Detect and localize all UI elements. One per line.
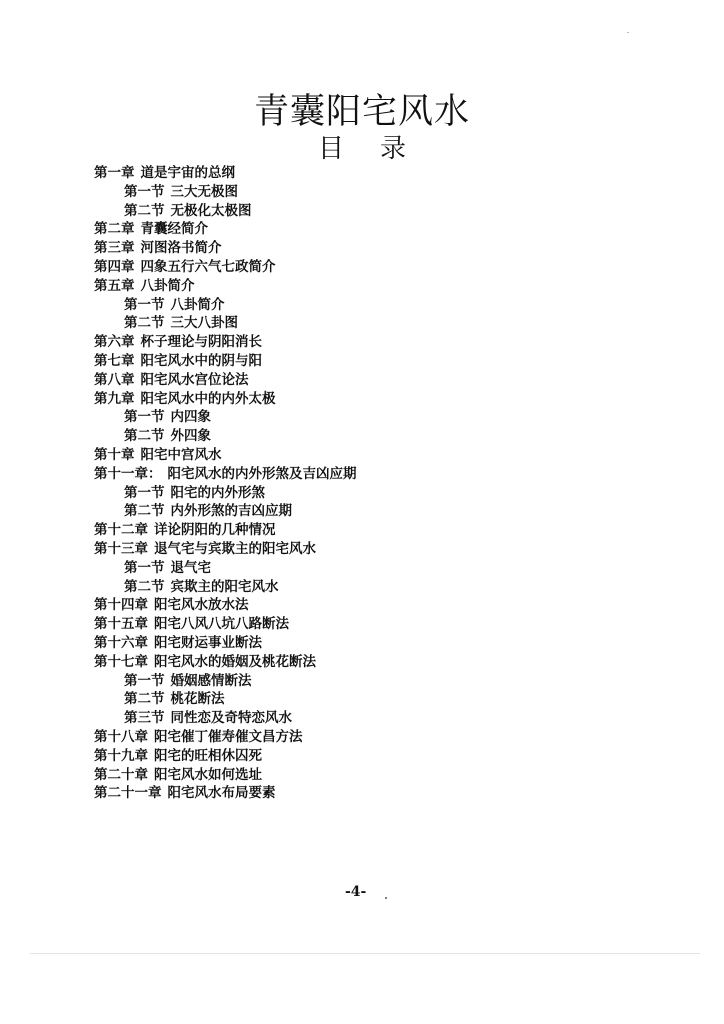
toc-entry-title: 阳宅风水的婚姻及桃花断法 <box>154 653 316 670</box>
toc-entry-title: 同性恋及奇特恋风水 <box>170 710 292 727</box>
toc-entry-number: 第二节 <box>124 691 165 708</box>
toc-entry-title: 退气宅与宾欺主的阳宅风水 <box>154 541 316 557</box>
toc-section-entry <box>124 709 292 727</box>
toc-chapter-entry <box>94 390 276 408</box>
toc-entry-number: 第十章 <box>94 447 135 463</box>
scan-speck <box>627 32 629 33</box>
toc-entry-title: 阳宅风水布局要素 <box>167 785 276 802</box>
toc-chapter-entry <box>94 521 276 539</box>
toc-chapter-entry <box>94 747 262 765</box>
toc-entry-number: 第四章 <box>94 259 135 275</box>
toc-entry-number: 第二章 <box>94 221 135 238</box>
toc-entry-number: 第一节 <box>124 183 165 200</box>
toc-chapter-entry <box>94 784 276 802</box>
toc-entry-number: 第五章 <box>94 277 135 294</box>
toc-entry-title: 阳宅八风八坑八路断法 <box>154 616 289 633</box>
toc-entry-title: 阳宅风水放水法 <box>154 597 249 614</box>
toc-entry-number: 第十五章 <box>94 616 148 633</box>
toc-entry-title: 四象五行六气七政简介 <box>140 259 276 275</box>
toc-chapter-entry <box>94 239 222 257</box>
toc-entry-number: 第九章 <box>94 390 135 407</box>
toc-entry-title: 阳宅风水中的内外太极 <box>140 390 276 407</box>
toc-chapter-entry <box>94 371 249 389</box>
toc-entry-title: 退气宅 <box>170 559 211 576</box>
toc-entry-number: 第六章 <box>94 334 135 351</box>
toc-entry-number: 第二十一章 <box>94 785 162 802</box>
toc-entry-number: 第七章 <box>94 353 135 369</box>
toc-entry-number: 第十九章 <box>94 747 148 764</box>
toc-entry-title: 三大无极图 <box>170 183 238 200</box>
toc-entry-number: 第一章 <box>94 165 135 181</box>
toc-entry-title: 内外形煞的吉凶应期 <box>170 503 292 520</box>
toc-chapter-entry <box>94 540 316 558</box>
toc-section-entry <box>124 672 252 690</box>
toc-entry-title: 桃花断法 <box>170 691 225 708</box>
toc-chapter-entry <box>94 220 208 238</box>
toc-entry-title: 八卦简介 <box>170 296 225 313</box>
toc-entry-title: 无极化太极图 <box>170 202 252 219</box>
toc-section-entry <box>124 690 225 708</box>
toc-chapter-entry <box>94 446 222 464</box>
toc-chapter-entry <box>94 653 316 671</box>
toc-entry-title: 阳宅风水宫位论法 <box>140 371 249 388</box>
toc-entry-number: 第一节 <box>124 484 165 501</box>
toc-entry-number: 第一节 <box>124 296 165 313</box>
document-title: 青囊阳宅风水 <box>253 92 470 132</box>
toc-entry-title: 杯子理论与阴阳消长 <box>140 334 262 351</box>
toc-chapter-entry <box>94 277 195 295</box>
scan-speck <box>385 897 387 899</box>
toc-entry-number: 第一节 <box>124 559 165 576</box>
toc-entry-title: 三大八卦图 <box>170 315 238 332</box>
toc-entry-title: 宾欺主的阳宅风水 <box>170 578 279 595</box>
toc-entry-title: 阳宅催丁催寿催文昌方法 <box>154 729 303 745</box>
toc-entry-title: 外四象 <box>170 428 211 445</box>
toc-chapter-entry <box>94 615 289 633</box>
toc-entry-number: 第三章 <box>94 240 135 257</box>
toc-chapter-entry <box>94 352 262 370</box>
toc-entry-title: 八卦简介 <box>140 277 195 294</box>
toc-entry-title: 阳宅的旺相休囚死 <box>154 747 262 764</box>
toc-chapter-entry <box>94 258 276 276</box>
toc-entry-number: 第十一章： <box>94 465 162 482</box>
toc-entry-number: 第二节 <box>124 315 165 332</box>
toc-section-entry <box>124 183 238 201</box>
toc-entry-title: 河图洛书简介 <box>140 240 222 257</box>
toc-section-entry <box>124 408 211 426</box>
toc-entry-number: 第二节 <box>124 503 165 520</box>
toc-section-entry <box>124 502 292 520</box>
toc-entry-number: 第十二章 <box>94 522 148 539</box>
toc-chapter-entry <box>94 333 262 351</box>
toc-entry-number: 第十七章 <box>94 653 148 670</box>
toc-section-entry <box>124 578 279 596</box>
toc-entry-title: 阳宅中宫风水 <box>140 447 222 463</box>
toc-entry-number: 第二十章 <box>94 766 148 783</box>
toc-entry-title: 婚姻感情断法 <box>170 672 252 689</box>
toc-entry-number: 第八章 <box>94 371 135 388</box>
toc-section-entry <box>124 559 211 577</box>
toc-chapter-entry <box>94 164 235 182</box>
toc-section-entry <box>124 296 225 314</box>
toc-entry-title: 阳宅风水中的阴与阳 <box>140 353 262 369</box>
toc-entry-number: 第一节 <box>124 409 165 426</box>
toc-chapter-entry <box>94 728 303 746</box>
toc-chapter-entry <box>94 634 262 652</box>
toc-entry-title: 青囊经简介 <box>140 221 208 238</box>
toc-section-entry <box>124 314 238 332</box>
toc-entry-number: 第十八章 <box>94 729 148 745</box>
toc-entry-number: 第一节 <box>124 672 165 689</box>
toc-entry-title: 内四象 <box>170 409 211 426</box>
toc-chapter-entry <box>94 596 249 614</box>
toc-heading: 目录 <box>317 134 442 164</box>
toc-section-entry <box>124 484 265 502</box>
toc-entry-title: 阳宅风水如何选址 <box>154 766 262 783</box>
toc-section-entry <box>124 202 252 220</box>
toc-entry-number: 第十三章 <box>94 541 148 557</box>
page-edge-line <box>30 953 700 954</box>
toc-entry-number: 第十六章 <box>94 635 148 651</box>
toc-entry-number: 第二节 <box>124 202 165 219</box>
toc-entry-number: 第二节 <box>124 578 165 595</box>
toc-entry-number: 第二节 <box>124 428 165 445</box>
toc-entry-number: 第三节 <box>124 710 165 727</box>
toc-entry-number: 第十四章 <box>94 597 148 614</box>
toc-entry-title: 阳宅财运事业断法 <box>154 635 262 651</box>
toc-entry-title: 阳宅风水的内外形煞及吉凶应期 <box>167 465 357 482</box>
toc-entry-title: 道是宇宙的总纲 <box>140 165 235 181</box>
toc-chapter-entry <box>94 766 262 784</box>
toc-entry-title: 详论阴阳的几种情况 <box>154 522 276 539</box>
toc-chapter-entry <box>94 465 357 483</box>
toc-entry-title: 阳宅的内外形煞 <box>170 484 265 501</box>
toc-section-entry <box>124 427 211 445</box>
page-number: -4- <box>345 884 367 900</box>
